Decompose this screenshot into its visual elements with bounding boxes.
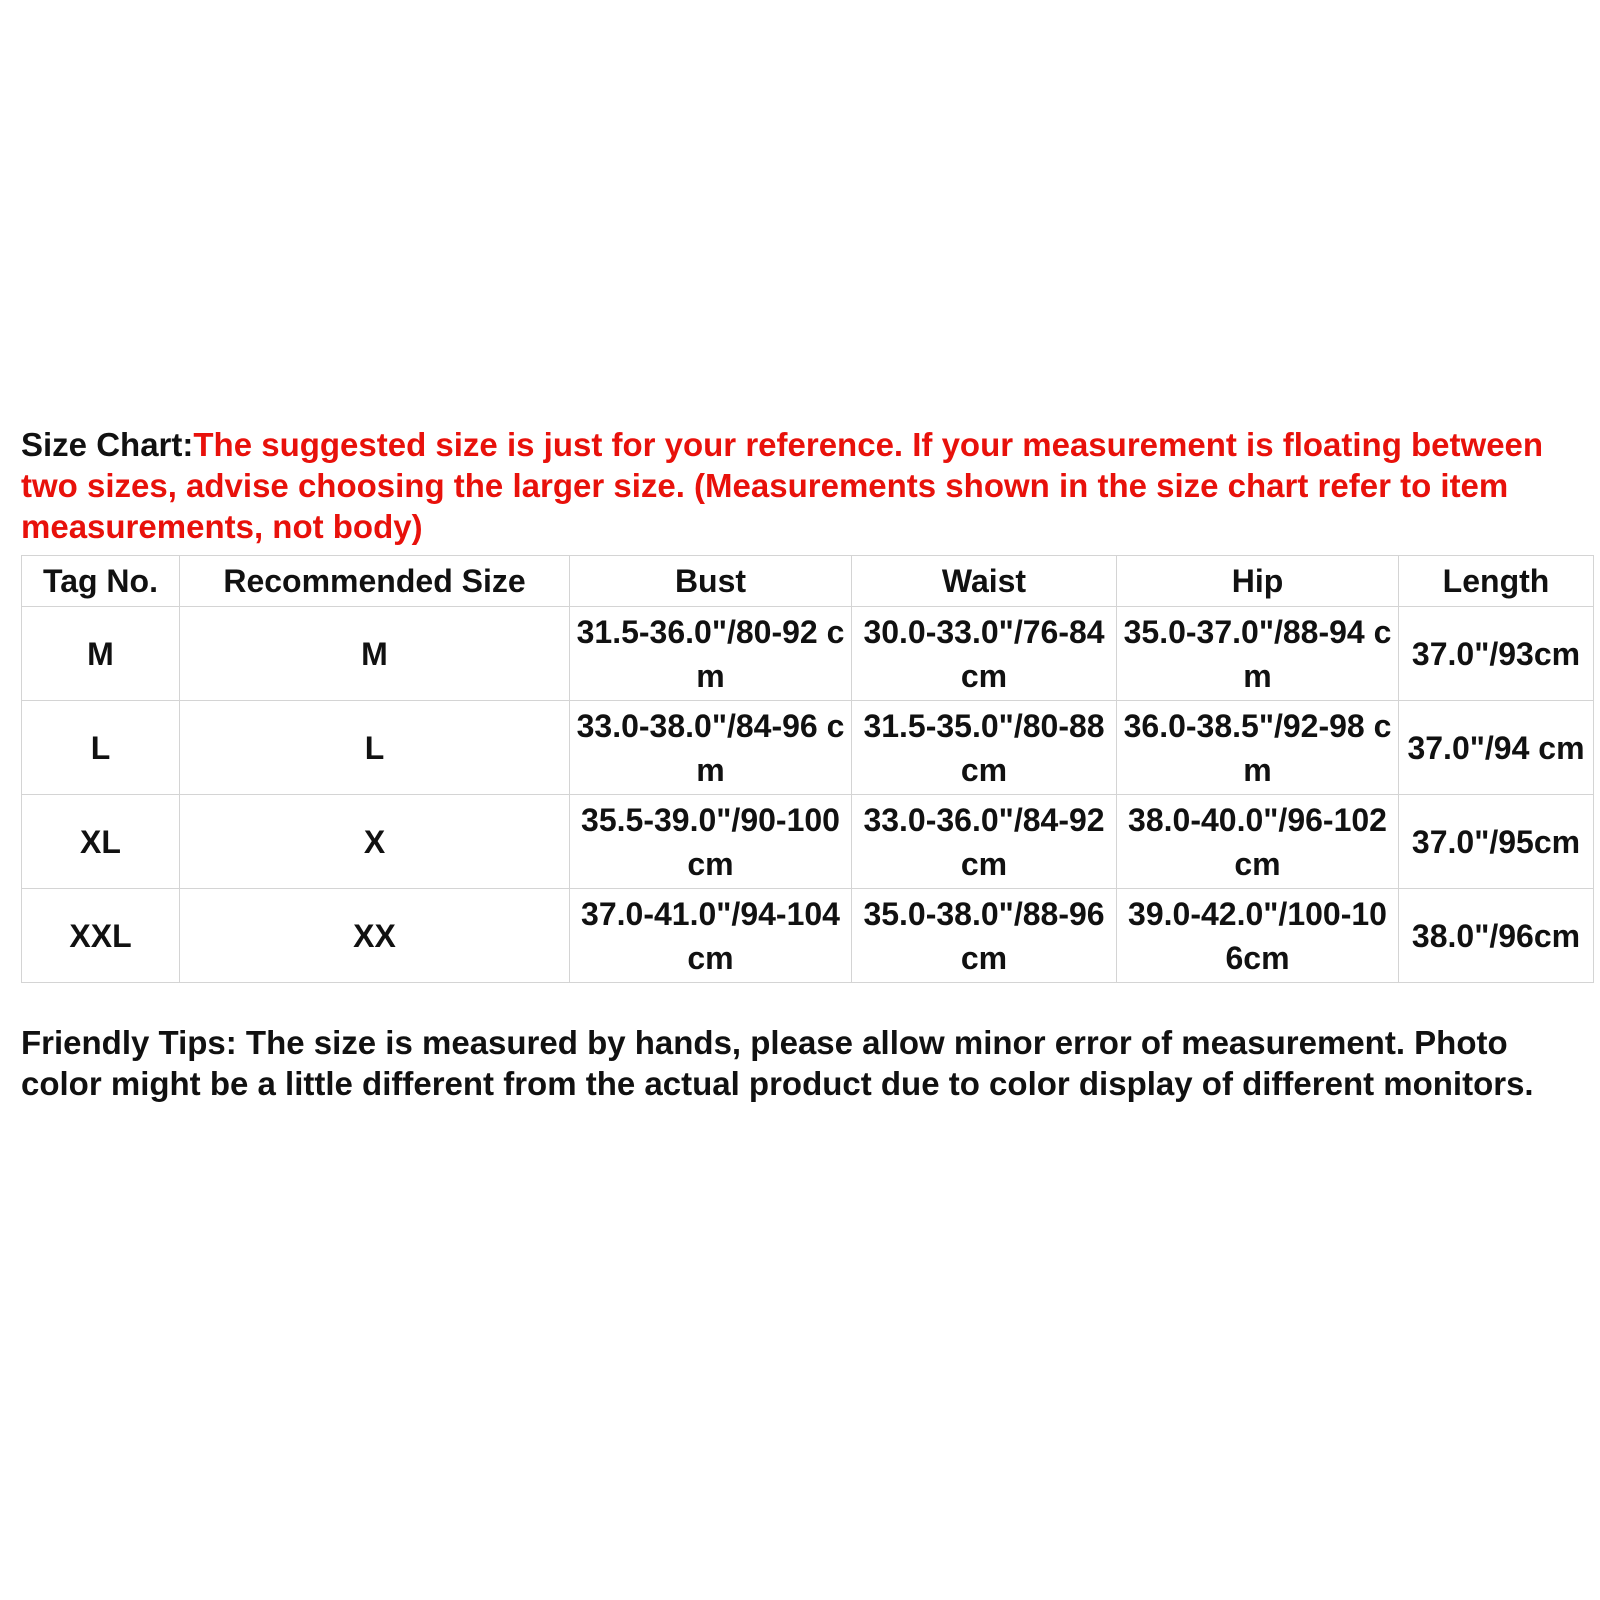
size-advice-note: The suggested size is just for your reference. If your measurement is floating between two sizes, advise choosing the larger size. (Measurements shown in the size chart refer to item measurements, not body) xyxy=(21,426,1544,545)
cell-waist: 33.0-36.0"/84-92cm xyxy=(852,795,1117,889)
cell-hip: 35.0-37.0"/88-94 cm xyxy=(1117,607,1399,701)
cell-length: 37.0"/93cm xyxy=(1399,607,1594,701)
cell-bust: 33.0-38.0"/84-96 cm xyxy=(570,701,852,795)
header-length: Length xyxy=(1399,556,1594,607)
cell-tag: L xyxy=(22,701,180,795)
cell-bust: 31.5-36.0"/80-92 cm xyxy=(570,607,852,701)
cell-length: 37.0"/95cm xyxy=(1399,795,1594,889)
table-row xyxy=(22,795,1594,889)
friendly-tips: Friendly Tips: The size is measured by hands, please allow minor error of measurement. Photo color might be a little different from the actual product due to color display of different monitors. xyxy=(21,1024,1534,1102)
cell-tag: M xyxy=(22,607,180,701)
cell-recommended-size: L xyxy=(180,701,570,795)
cell-waist: 30.0-33.0"/76-84cm xyxy=(852,607,1117,701)
cell-hip: 36.0-38.5"/92-98 cm xyxy=(1117,701,1399,795)
size-chart-intro xyxy=(21,424,1581,547)
table-header-row xyxy=(22,556,1594,607)
size-table xyxy=(21,555,1594,983)
cell-recommended-size: M xyxy=(180,607,570,701)
cell-tag: XXL xyxy=(22,889,180,983)
cell-recommended-size: X xyxy=(180,795,570,889)
header-tag-no: Tag No. xyxy=(22,556,180,607)
cell-waist: 35.0-38.0"/88-96cm xyxy=(852,889,1117,983)
header-waist: Waist xyxy=(852,556,1117,607)
header-recommended-size: Recommended Size xyxy=(180,556,570,607)
cell-hip: 39.0-42.0"/100-106cm xyxy=(1117,889,1399,983)
table-row xyxy=(22,889,1594,983)
size-chart-label: Size Chart: xyxy=(21,426,194,463)
header-bust: Bust xyxy=(570,556,852,607)
cell-bust: 35.5-39.0"/90-100cm xyxy=(570,795,852,889)
header-hip: Hip xyxy=(1117,556,1399,607)
cell-bust: 37.0-41.0"/94-104cm xyxy=(570,889,852,983)
table-row xyxy=(22,701,1594,795)
cell-length: 37.0"/94 cm xyxy=(1399,701,1594,795)
cell-recommended-size: XX xyxy=(180,889,570,983)
table-row xyxy=(22,607,1594,701)
cell-waist: 31.5-35.0"/80-88cm xyxy=(852,701,1117,795)
cell-hip: 38.0-40.0"/96-102cm xyxy=(1117,795,1399,889)
cell-tag: XL xyxy=(22,795,180,889)
cell-length: 38.0"/96cm xyxy=(1399,889,1594,983)
